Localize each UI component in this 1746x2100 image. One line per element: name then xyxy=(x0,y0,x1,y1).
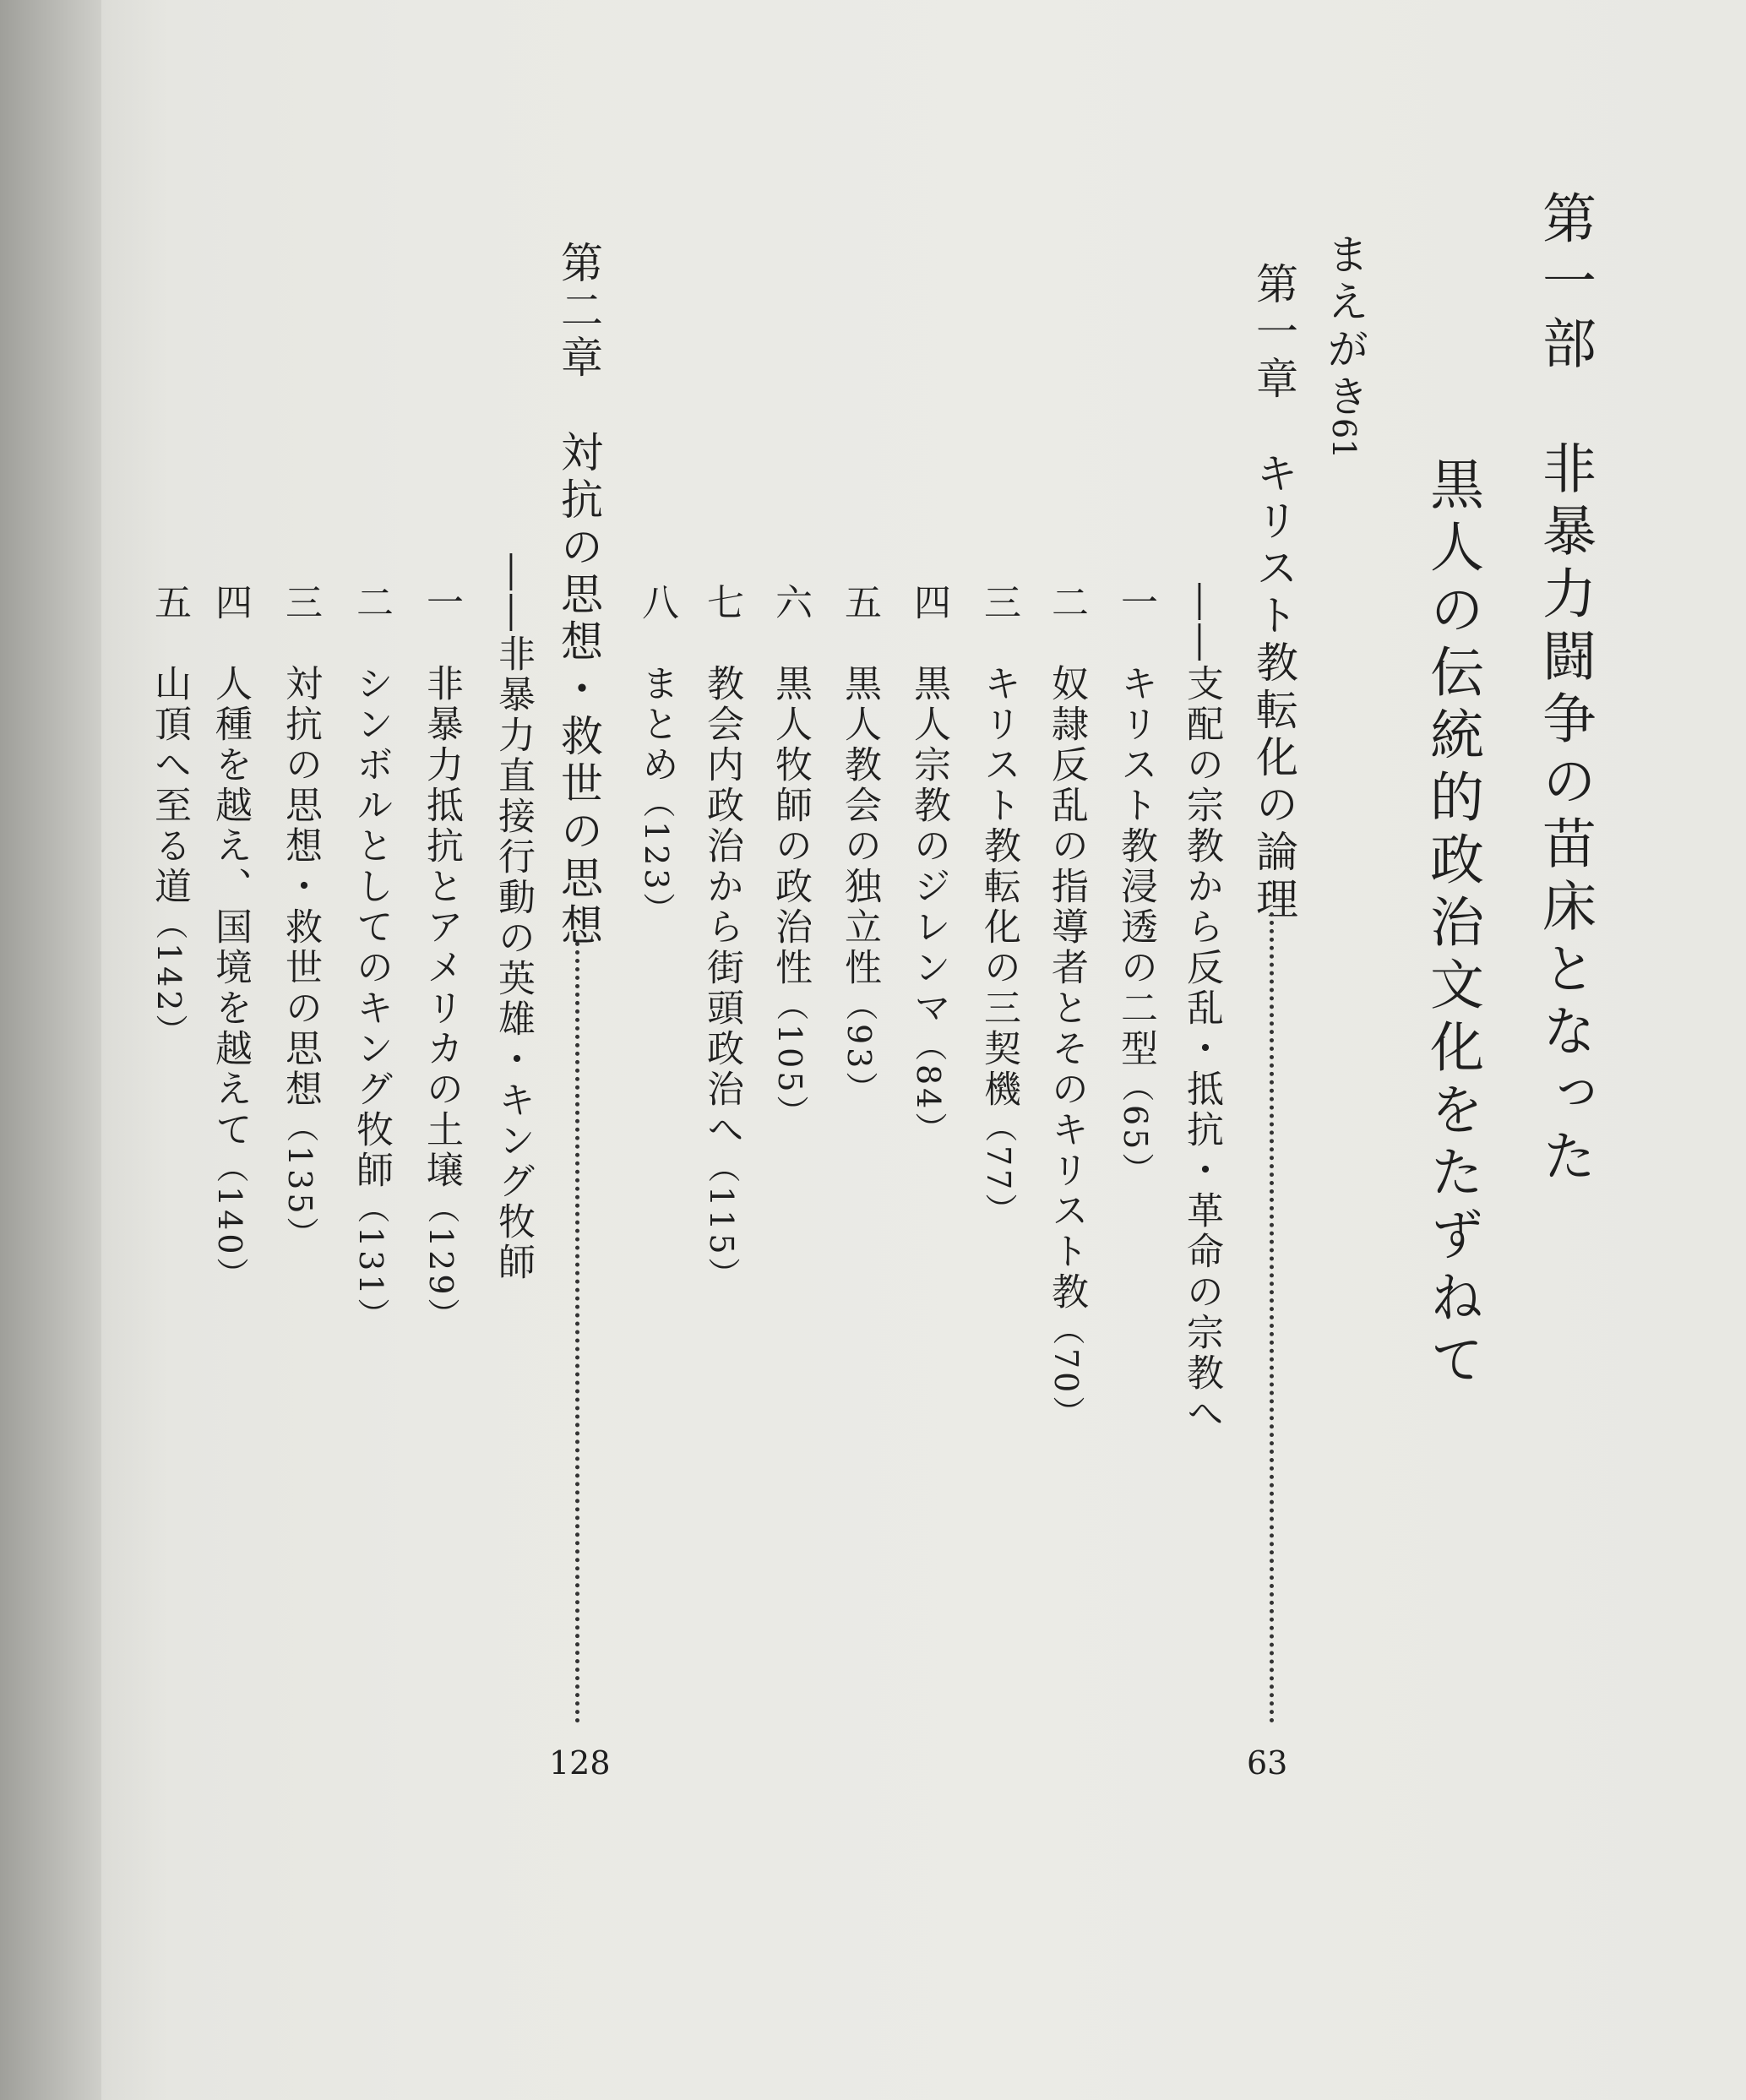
ch1-section-2: 二 奴隷反乱の指導者とそのキリスト教（70） xyxy=(1045,583,1088,1432)
ch1-section-6: 六 黒人牧師の政治性（105） xyxy=(769,583,812,1131)
ch2-section-4: 四 人種を越え、国境を越えて（140） xyxy=(209,583,252,1293)
section-title: 黒人宗教のジレンマ xyxy=(907,664,950,1029)
section-title: 黒人牧師の政治性 xyxy=(769,664,812,988)
ch1-section-8: 八 まとめ（123） xyxy=(635,583,678,928)
chapter2-page: 128 xyxy=(549,1744,611,1782)
section-title: キリスト教転化の三契機 xyxy=(977,664,1020,1110)
section-number: 四 xyxy=(209,583,252,623)
book-gutter-shadow xyxy=(0,0,101,2100)
ch2-section-5: 五 山頂へ至る道（142） xyxy=(148,583,191,1050)
section-page: 115 xyxy=(703,1186,740,1258)
section-title: 対抗の思想・救世の思想 xyxy=(279,664,322,1110)
chapter2-title: 第二章 対抗の思想・救世の思想 xyxy=(554,241,603,950)
section-page: 129 xyxy=(422,1227,460,1298)
section-page: 135 xyxy=(281,1145,318,1217)
section-title: まとめ xyxy=(635,664,678,786)
section-page: 105 xyxy=(771,1024,808,1096)
part-title-line2: 黒人の伝統的政治文化をたずねて xyxy=(1421,456,1483,1394)
preface-label: まえがき xyxy=(1320,232,1369,422)
section-title: 山頂へ至る道 xyxy=(148,664,191,907)
section-page: 131 xyxy=(352,1227,389,1298)
section-page: 77 xyxy=(980,1145,1017,1194)
ch2-section-3: 三 対抗の思想・救世の思想（135） xyxy=(279,583,322,1253)
section-title: 教会内政治から街頭政治へ xyxy=(700,664,743,1151)
section-page: 140 xyxy=(211,1186,248,1258)
ch1-section-1: 一 キリスト教浸透の二型（65） xyxy=(1114,583,1157,1189)
ch1-section-4: 四 黒人宗教のジレンマ（84） xyxy=(907,583,950,1148)
section-number: 三 xyxy=(279,583,322,623)
chapter1-title: 第一章 キリスト教転化の論理 xyxy=(1249,262,1298,924)
section-page: 123 xyxy=(638,821,675,893)
ch2-section-1: 一 非暴力抵抗とアメリカの土壌（129） xyxy=(420,583,463,1334)
section-title: 非暴力抵抗とアメリカの土壌 xyxy=(420,664,463,1191)
chapter1-subtitle: ――支配の宗教から反乱・抵抗・革命の宗教へ xyxy=(1180,583,1223,1434)
section-number: 五 xyxy=(148,583,191,623)
section-number: 一 xyxy=(1114,583,1157,623)
section-page: 142 xyxy=(150,943,188,1015)
section-page: 84 xyxy=(910,1064,947,1113)
section-page: 65 xyxy=(1117,1105,1154,1153)
section-number: 七 xyxy=(700,583,743,623)
section-title: キリスト教浸透の二型 xyxy=(1114,664,1157,1069)
chapter1-leader-dots xyxy=(1270,912,1274,1723)
section-title: 人種を越え、国境を越えて xyxy=(209,664,252,1151)
section-page: 70 xyxy=(1047,1348,1085,1396)
chapter1-page: 63 xyxy=(1247,1744,1288,1782)
ch1-section-3: 三 キリスト教転化の三契機（77） xyxy=(977,583,1020,1229)
section-number: 四 xyxy=(907,583,950,623)
ch1-section-7: 七 教会内政治から街頭政治へ（115） xyxy=(700,583,743,1293)
section-title: 奴隷反乱の指導者とそのキリスト教 xyxy=(1045,664,1088,1313)
section-number: 二 xyxy=(350,583,393,623)
section-number: 三 xyxy=(977,583,1020,623)
section-page: 93 xyxy=(840,1024,878,1072)
section-number: 一 xyxy=(420,583,463,623)
part-title-line1: 第一部 非暴力闘争の苗床となった xyxy=(1533,190,1596,1190)
section-number: 六 xyxy=(769,583,812,623)
ch2-section-2: 二 シンボルとしてのキング牧師（131） xyxy=(350,583,393,1334)
ch1-section-5: 五 黒人教会の独立性（93） xyxy=(838,583,881,1107)
section-number: 八 xyxy=(635,583,678,623)
section-title: 黒人教会の独立性 xyxy=(838,664,881,988)
section-number: 五 xyxy=(838,583,881,623)
section-number: 二 xyxy=(1045,583,1088,623)
chapter2-leader-dots xyxy=(575,942,579,1723)
preface-page: 61 xyxy=(1325,418,1363,460)
chapter2-subtitle: ――非暴力直接行動の英雄・キング牧師 xyxy=(492,553,535,1283)
section-title: シンボルとしてのキング牧師 xyxy=(350,664,393,1191)
